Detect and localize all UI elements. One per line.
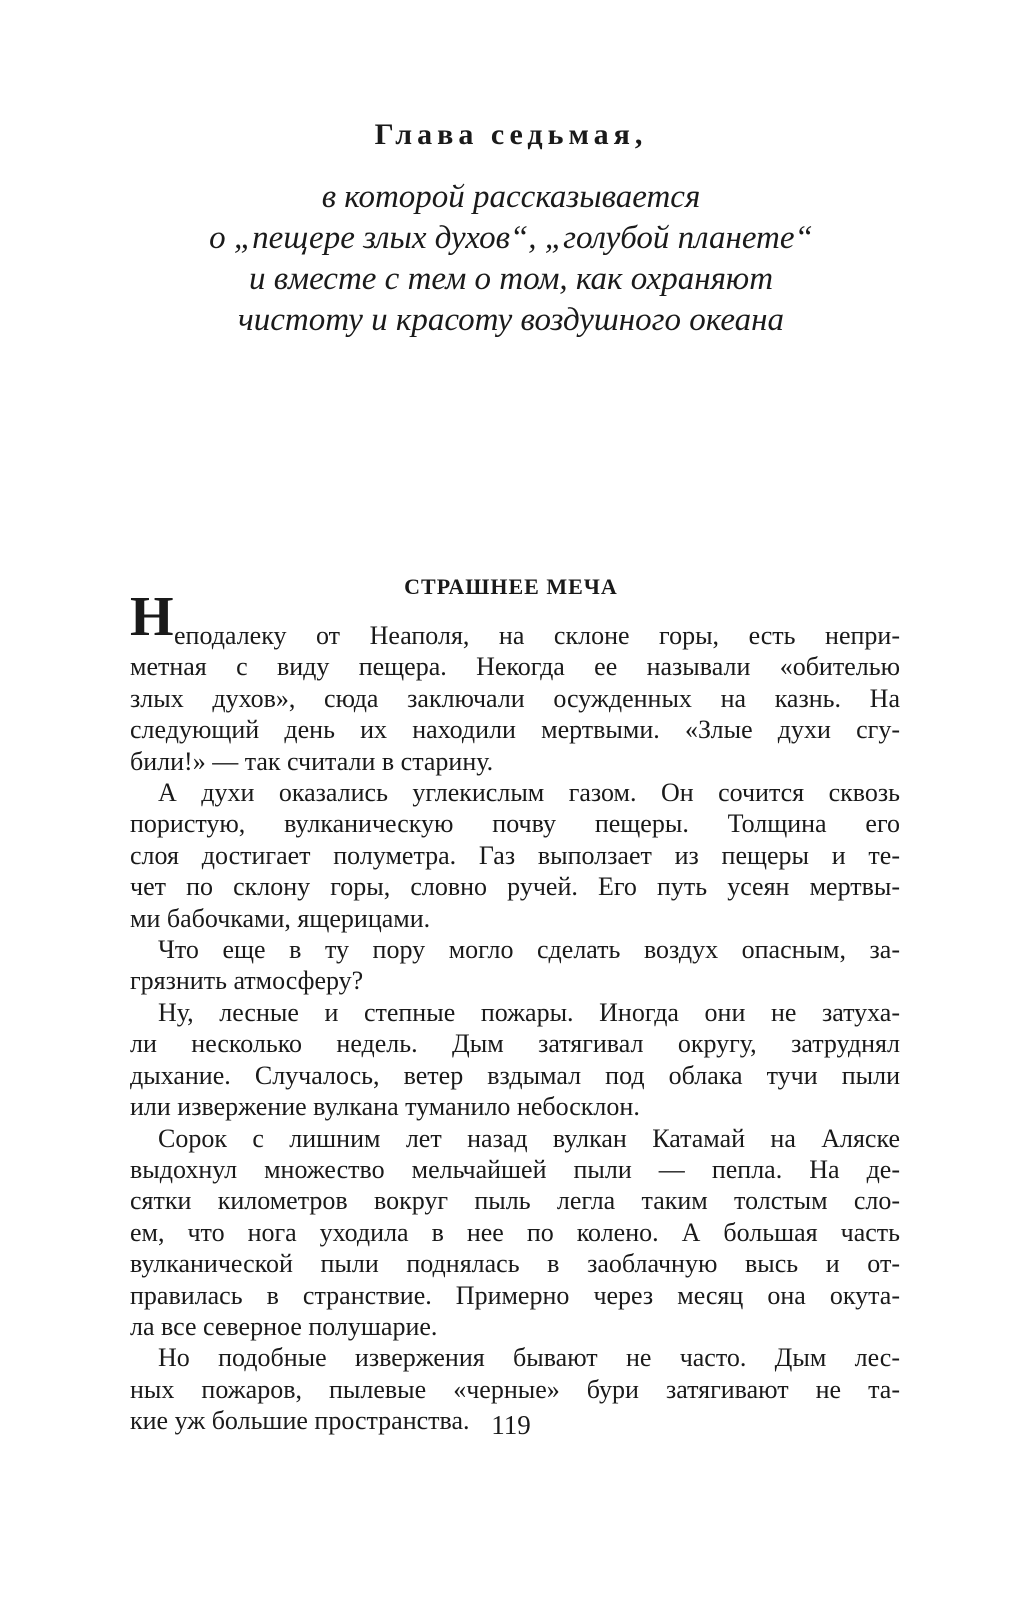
text-line: дыхание. Случалось, ветер вздымал под облака тучи пыли <box>130 1060 900 1090</box>
text-line: или извержение вулкана туманило небосклон. <box>130 1092 640 1122</box>
section-title: СТРАШНЕЕ МЕЧА <box>404 574 618 599</box>
text-line: пористую, вулканическую почву пещеры. Толщина его <box>130 809 900 839</box>
text-line: ем, что нога уходила в нее по колено. А большая часть <box>130 1217 900 1247</box>
body-text <box>130 620 900 1437</box>
text-line: выдохнул множество мельчайшей пыли — пепла. На де- <box>130 1154 900 1184</box>
text-line: вулканической пыли поднялась в заоблачную высь и от- <box>130 1249 900 1279</box>
text-line: Ну, лесные и степные пожары. Иногда они не затуха- <box>158 997 900 1027</box>
text-line: грязнить атмосферу? <box>130 966 364 996</box>
subtitle-line: о „пещере злых духов“, „голубой планете“ <box>209 220 813 256</box>
text-line: ных пожаров, пылевые «черные» бури затягивают не та- <box>130 1374 900 1404</box>
text-line: ми бабочками, ящерицами. <box>130 903 431 933</box>
subtitle-line: чистоту и красоту воздушного океана <box>238 302 784 338</box>
text-line: Но подобные извержения бывают не часто. Дым лес- <box>158 1343 900 1373</box>
paragraph <box>130 934 900 997</box>
text-line: злых духов», сюда заключали осужденных на казнь. На <box>130 683 900 713</box>
subtitle-line: в которой рассказывается <box>321 179 701 215</box>
text-line: кие уж большие пространства. <box>130 1406 470 1436</box>
paragraph <box>130 1123 900 1343</box>
text-line: следующий день их находили мертвыми. «Злые духи сгу- <box>130 715 900 745</box>
text-line: слоя достигает полуметра. Газ выползает из пещеры и те- <box>130 840 900 870</box>
page-number: 119 <box>491 1410 531 1440</box>
text-line: сятки километров вокруг пыль легла таким толстым сло- <box>130 1186 900 1216</box>
paragraph <box>130 777 900 934</box>
text-line: правилась в странствие. Примерно через месяц она окута- <box>130 1280 900 1310</box>
text-line: били!» — так считали в старину. <box>130 746 494 776</box>
text-line: чет по склону горы, словно ручей. Его путь усеян мертвы- <box>130 872 900 902</box>
text-line: А духи оказались углекислым газом. Он сочится сквозь <box>158 778 900 808</box>
chapter-subtitle <box>120 177 902 341</box>
paragraph <box>130 997 900 1123</box>
text-line: еподалеку от Неаполя, на склоне горы, есть непри- <box>174 621 900 650</box>
text-line: ла все северное полушарие. <box>130 1311 438 1341</box>
paragraph <box>130 620 900 777</box>
text-line: Сорок с лишним лет назад вулкан Катамай на Аляске <box>158 1123 900 1153</box>
text-line: ли несколько недель. Дым затягивал округу, затруднял <box>130 1029 900 1059</box>
drop-cap: Н <box>130 586 174 648</box>
text-line: метная с виду пещера. Некогда ее называли «обителью <box>130 652 900 682</box>
chapter-title: Глава седьмая, <box>374 118 648 151</box>
text-line: Что еще в ту пору могло сделать воздух опасным, за- <box>158 935 900 965</box>
subtitle-line: и вместе с тем о том, как охраняют <box>248 261 774 297</box>
